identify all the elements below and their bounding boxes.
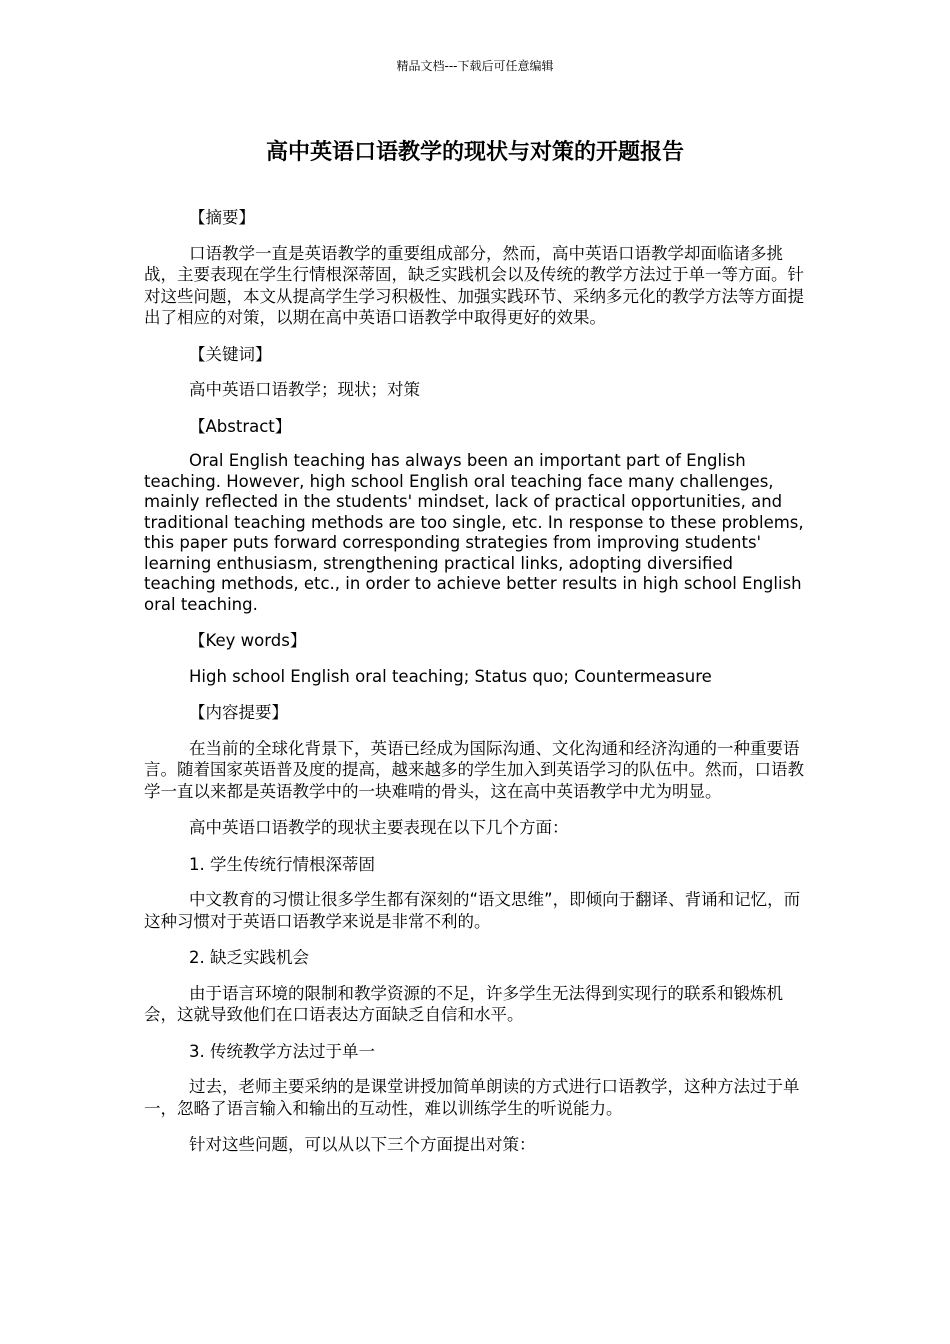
summary-paragraph-2: 高中英语口语教学的现状主要表现在以下几个方面： [189, 818, 569, 837]
point-1-text: 中文教育的习惯让很多学生都有深刻的“语文思维”，即倾向于翻译、背诵和记忆，而这种习惯对于英语口语教学来说是非常不利的。 [144, 890, 801, 931]
document-body [144, 207, 809, 1171]
abstract-en-heading: 【Abstract】 [189, 416, 292, 436]
point-3-text: 过去，老师主要采纳的是课堂讲授加简单朗读的方式进行口语教学，这种方法过于单一，忽略了语言输入和输出的互动性，难以训练学生的听说能力。 [144, 1077, 800, 1118]
keywords-cn-heading: 【关键词】 [189, 344, 272, 364]
document-title: 高中英语口语教学的现状与对策的开题报告 [265, 140, 684, 165]
point-2-heading: 2. 缺乏实践机会 [189, 948, 309, 967]
summary-paragraph-1: 在当前的全球化背景下，英语已经成为国际沟通、文化沟通和经济沟通的一种重要语言。随着国家英语普及度的提高，越来越多的学生加入到英语学习的队伍中。然而，口语教学一直以来都是英语教学中的一块难啃的骨头，这在高中英语教学中尤为明显。 [144, 738, 804, 801]
point-3-heading: 3. 传统教学方法过于单一 [189, 1041, 375, 1061]
keywords-en: High school English oral teaching; Status quo; Countermeasure [189, 666, 712, 686]
abstract-cn-paragraph: 口语教学一直是英语教学的重要组成部分，然而，高中英语口语教学却面临诸多挑战，主要表现在学生行情根深蒂固，缺乏实践机会以及传统的教学方法过于单一等方面。针对这些问题，本文从提高学生学习积极性、加强实践环节、采纳多元化的教学方法等方面提出了相应的对策，以期在高中英语口语教学中取得更好的效果。 [144, 243, 804, 327]
keywords-cn: 高中英语口语教学；现状；对策 [189, 380, 420, 399]
keywords-en-heading: 【Key words】 [189, 631, 307, 650]
closing-paragraph: 针对这些问题，可以从以下三个方面提出对策： [189, 1135, 536, 1154]
summary-heading: 【内容提要】 [189, 703, 288, 722]
abstract-en-paragraph: Oral English teaching has always been an important part of English teaching. However, high school English oral teaching face many challenges, mainly reflected in the students' mindset, lack of practical opportunities, and traditional teaching methods are too single, etc. In response to these problems, this paper puts forward corresponding strategies from improving students' learning enthusiasm, strengthening practical links, adopting diversified teaching methods, etc., in order to achieve better results in high school English oral teaching. [144, 451, 804, 614]
point-1-heading: 1. 学生传统行情根深蒂固 [189, 854, 375, 874]
abstract-cn-heading: 【摘要】 [189, 208, 255, 227]
point-2-text: 由于语言环境的限制和教学资源的不足，许多学生无法得到实现行的联系和锻炼机会，这就导致他们在口语表达方面缺乏自信和水平。 [144, 983, 783, 1024]
header-note: 精品文档---下载后可任意编辑 [396, 59, 554, 73]
